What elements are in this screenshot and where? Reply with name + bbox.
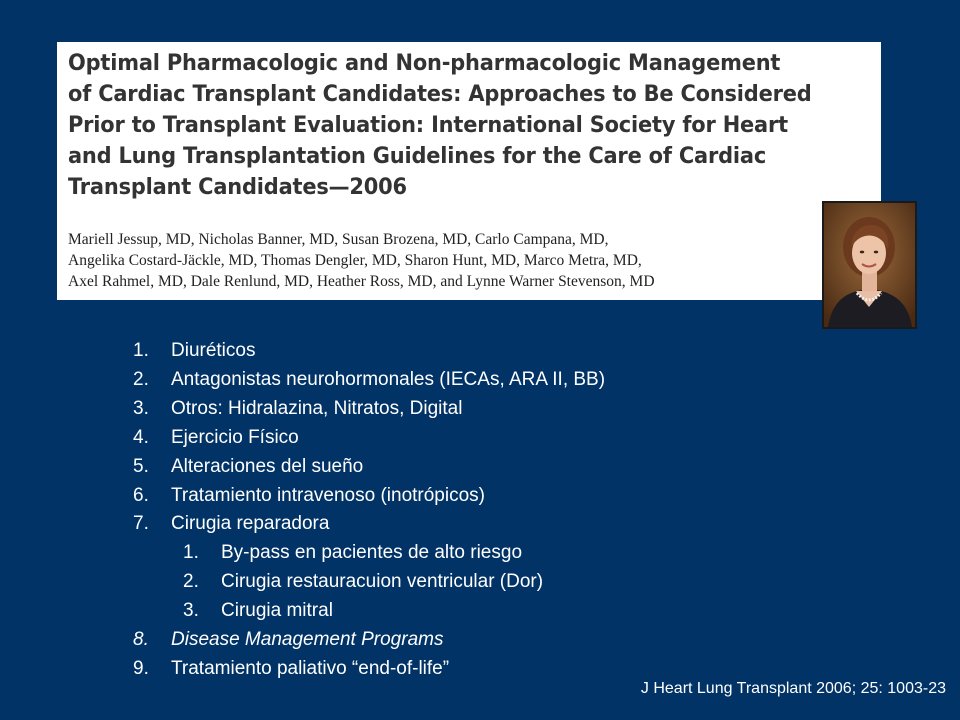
list-item-text: Disease Management Programs bbox=[171, 629, 444, 651]
list-item-text: Antagonistas neurohormonales (IECAs, ARA II, BB) bbox=[171, 368, 606, 390]
list-item bbox=[133, 366, 605, 395]
treatment-list bbox=[133, 337, 605, 684]
list-item-number: 1. bbox=[133, 340, 149, 361]
list-item-number: 3. bbox=[133, 397, 149, 419]
list-item bbox=[133, 337, 605, 366]
sublist-item bbox=[171, 568, 605, 597]
paper-title-line: and Lung Transplantation Guidelines for the Care of Cardiac bbox=[68, 143, 767, 169]
list-item bbox=[133, 424, 605, 453]
paper-title-line: Prior to Transplant Evaluation: International Society for Heart bbox=[68, 112, 788, 138]
list-item-number: 6. bbox=[133, 484, 149, 506]
sublist-item-number: 1. bbox=[183, 542, 199, 564]
sublist-item-text: Cirugia mitral bbox=[221, 600, 333, 622]
portrait-icon bbox=[824, 203, 915, 327]
list-item-number: 2. bbox=[133, 368, 149, 390]
citation: J Heart Lung Transplant 2006; 25: 1003-23 bbox=[640, 680, 946, 697]
list-item-number: 4. bbox=[133, 426, 149, 448]
paper-authors-line: Axel Rahmel, MD, Dale Renlund, MD, Heather Ross, MD, and Lynne Warner Stevenson, MD bbox=[68, 273, 655, 290]
sublist-item-number: 2. bbox=[183, 571, 199, 593]
list-item bbox=[133, 482, 605, 511]
list-item-number: 7. bbox=[133, 513, 149, 535]
author-portrait-photo bbox=[822, 201, 917, 329]
list-item-text: Ejercicio Físico bbox=[171, 426, 299, 448]
paper-authors-line: Mariell Jessup, MD, Nicholas Banner, MD, Susan Brozena, MD, Carlo Campana, MD, bbox=[68, 231, 609, 248]
sublist-item bbox=[171, 597, 605, 626]
sublist-item bbox=[171, 539, 605, 568]
paper-authors-line: Angelika Costard-Jäckle, MD, Thomas Dengler, MD, Sharon Hunt, MD, Marco Metra, MD, bbox=[68, 252, 642, 269]
paper-authors bbox=[68, 229, 838, 292]
list-item-text: Alteraciones del sueño bbox=[171, 455, 364, 477]
list-item-number: 8. bbox=[133, 629, 149, 651]
sublist-item-text: By-pass en pacientes de alto riesgo bbox=[221, 542, 523, 564]
list-item bbox=[133, 655, 605, 684]
surgery-sublist bbox=[171, 539, 605, 626]
paper-title-line: Transplant Candidates—2006 bbox=[68, 174, 407, 200]
paper-header-image bbox=[57, 42, 881, 300]
paper-title-line: of Cardiac Transplant Candidates: Approaches to Be Considered bbox=[68, 81, 812, 107]
list-item-text: Diuréticos bbox=[171, 340, 256, 361]
list-item bbox=[133, 626, 605, 655]
sublist-item-number: 3. bbox=[183, 600, 199, 622]
paper-title-line: Optimal Pharmacologic and Non-pharmacologic Management bbox=[68, 50, 781, 76]
list-item bbox=[133, 510, 605, 626]
list-item bbox=[133, 395, 605, 424]
list-item-number: 5. bbox=[133, 455, 149, 477]
list-item-text: Tratamiento paliativo “end-of-life” bbox=[171, 657, 450, 679]
list-item-text: Cirugia reparadora bbox=[171, 513, 330, 535]
paper-title bbox=[68, 48, 819, 203]
list-item-text: Otros: Hidralazina, Nitratos, Digital bbox=[171, 397, 463, 419]
sublist-item-text: Cirugia restauracuion ventricular (Dor) bbox=[221, 571, 544, 593]
list-item-text: Tratamiento intravenoso (inotrópicos) bbox=[171, 484, 485, 506]
list-item bbox=[133, 453, 605, 482]
list-item-number: 9. bbox=[133, 657, 149, 679]
